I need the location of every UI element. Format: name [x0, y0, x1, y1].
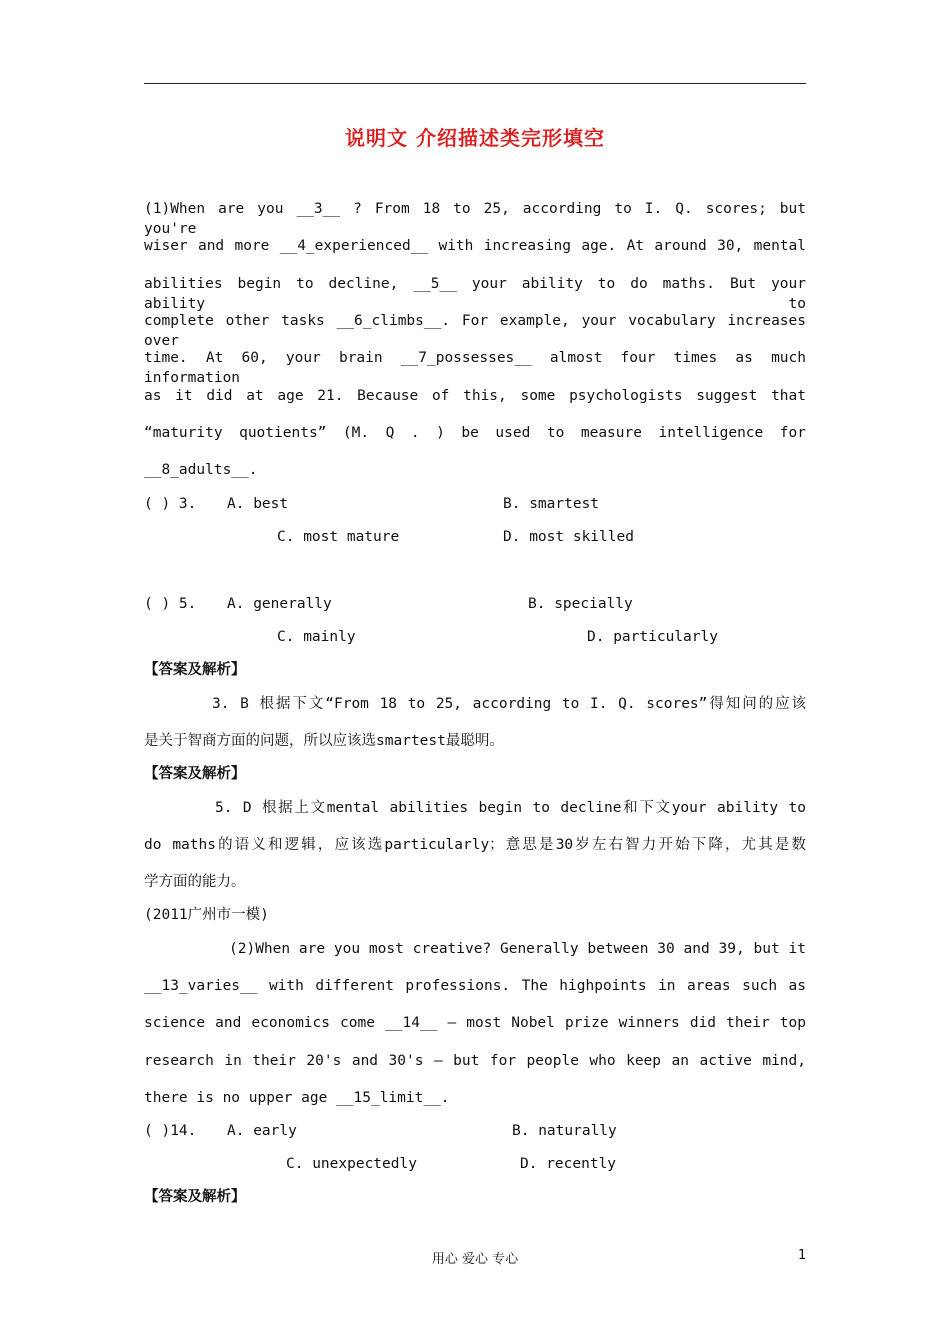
passage2-line: there is no upper age __15_limit__.: [144, 1090, 450, 1106]
question-3-option-b: B. smartest: [503, 496, 600, 512]
answer-5-line: 学方面的能力。: [144, 874, 246, 890]
question-14-option-d: D. recently: [520, 1156, 617, 1172]
passage1-line: abilities begin to decline, __5__ your ability to do maths. But your ability to: [144, 276, 806, 312]
page-footer: 用心 爱心 专心: [431, 1252, 519, 1267]
question-5-option-c: C. mainly: [277, 629, 356, 645]
question-3-option-a: A. best: [227, 496, 289, 512]
passage1-line: as it did at age 21. Because of this, some psychologists suggest that: [144, 388, 806, 404]
answer-heading: 【答案及解析】: [144, 1189, 246, 1205]
passage1-line: wiser and more __4_experienced__ with increasing age. At around 30, mental: [144, 238, 806, 254]
question-14-option-c: C. unexpectedly: [286, 1156, 417, 1172]
passage1-line: __8_adults__.: [144, 462, 258, 478]
question-14-option-b: B. naturally: [512, 1123, 617, 1139]
passage1-line: (1)When are you __3__ ? From 18 to 25, according to I. Q. scores; but you're: [144, 201, 806, 237]
page-title: 说明文 介绍描述类完形填空: [345, 126, 605, 150]
question-3-option-c: C. most mature: [277, 529, 400, 545]
answer-3-line: 是关于智商方面的问题，所以应该选smartest最聪明。: [144, 733, 504, 749]
question-5-option-a: A. generally: [227, 596, 332, 612]
question-14-option-a: A. early: [227, 1123, 297, 1139]
header-rule: [144, 83, 806, 84]
answer-heading: 【答案及解析】: [144, 662, 246, 678]
question-3-number: ( ) 3.: [144, 496, 197, 512]
question-14-number: ( )14.: [144, 1123, 197, 1139]
question-5-option-d: D. particularly: [587, 629, 718, 645]
question-5-number: ( ) 5.: [144, 596, 197, 612]
question-5-option-b: B. specially: [528, 596, 633, 612]
passage2-line: (2)When are you most creative? Generally between 30 and 39, but it: [229, 941, 806, 957]
question-3-option-d: D. most skilled: [503, 529, 634, 545]
answer-5-line: do maths的语义和逻辑，应该选particularly；意思是30岁左右智力开始下降，尤其是数: [144, 837, 806, 853]
passage2-line: __13_varies__ with different professions. The highpoints in areas such as: [144, 978, 806, 994]
passage2-line: science and economics come __14__ — most Nobel prize winners did their top: [144, 1015, 806, 1031]
answer-heading: 【答案及解析】: [144, 766, 246, 782]
passage1-line: “maturity quotients” (M. Q . ) be used to measure intelligence for: [144, 425, 806, 441]
passage1-line: complete other tasks __6_climbs__. For example, your vocabulary increases over: [144, 313, 806, 349]
page-number: 1: [798, 1248, 807, 1263]
answer-3-line: 3. B 根据下文“From 18 to 25, according to I. Q. scores”得知问的应该: [212, 696, 806, 712]
passage1-line: time. At 60, your brain __7_possesses__ almost four times as much information: [144, 350, 806, 386]
source-note: (2011广州市一模): [144, 907, 269, 923]
answer-5-line: 5. D 根据上文mental abilities begin to decline和下文your ability to: [215, 800, 806, 816]
passage2-line: research in their 20's and 30's — but for people who keep an active mind,: [144, 1053, 806, 1069]
